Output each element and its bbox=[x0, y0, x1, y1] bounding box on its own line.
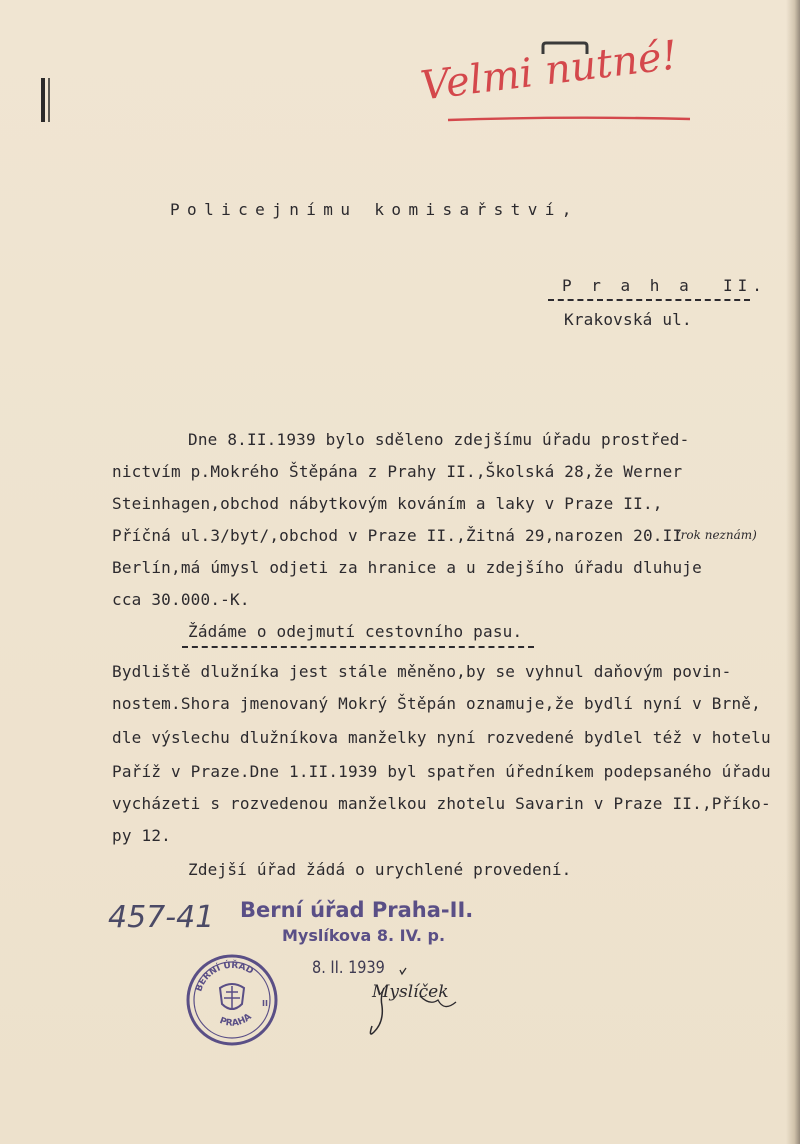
office-stamp-address: Myslíkova 8. IV. p. bbox=[282, 926, 446, 945]
signature: Myslíček bbox=[372, 982, 449, 1002]
red-underline bbox=[446, 112, 696, 126]
body-line: Paříž v Praze.Dne 1.II.1939 byl spatřen úředníkem podepsaného úřadu bbox=[112, 762, 771, 781]
office-stamp-title: Berní úřad Praha-II. bbox=[240, 898, 474, 922]
body-line: py 12. bbox=[112, 826, 171, 845]
reference-number: 457-41 bbox=[108, 900, 215, 935]
handwritten-margin-note: (rok neznám) bbox=[676, 528, 757, 542]
seal-top-text: BERNÍ ÚŘAD bbox=[194, 960, 255, 994]
request-line: Žádáme o odejmutí cestovního pasu. bbox=[188, 622, 523, 641]
seal-roman-text: II bbox=[262, 999, 268, 1008]
addressee-city: P r a h a II. bbox=[562, 276, 767, 295]
body-line: nictvím p.Mokrého Štěpána z Prahy II.,Školská 28,že Werner bbox=[112, 462, 683, 481]
body-line: Berlín,má úmysl odjeti za hranice a u zdejšího úřadu dluhuje bbox=[112, 558, 702, 577]
body-line: vycházeti s rozvedenou manželkou zhotelu Savarin v Praze II.,Příko- bbox=[112, 794, 771, 813]
signature-scribble-icon bbox=[360, 966, 470, 1046]
round-office-seal-icon bbox=[184, 952, 280, 1048]
body-line: Příčná ul.3/byt/,obchod v Praze II.,Žitná 29,narozen 20.II bbox=[112, 526, 683, 545]
body-line: nostem.Shora jmenovaný Mokrý Štěpán oznamuje,že bydlí nyní v Brně, bbox=[112, 694, 761, 713]
body-line: Bydliště dlužníka jest stále měněno,by se vyhnul daňovým povin- bbox=[112, 662, 732, 681]
body-line: Dne 8.II.1939 bylo sděleno zdejšímu úřadu prostřed- bbox=[188, 430, 690, 449]
binder-clip-icon bbox=[40, 76, 54, 124]
city-underline bbox=[548, 299, 750, 301]
seal-bottom-text: PRAHA bbox=[218, 1012, 254, 1029]
handwritten-urgent-note: Velmi nutné! bbox=[418, 32, 681, 110]
body-line: cca 30.000.-K. bbox=[112, 590, 250, 609]
addressee-street: Krakovská ul. bbox=[564, 310, 692, 329]
closing-line: Zdejší úřad žádá o urychlené provedení. bbox=[188, 860, 572, 879]
paper-edge-shadow bbox=[786, 0, 800, 1144]
body-line: Steinhagen,obchod nábytkovým kováním a laky v Praze II., bbox=[112, 494, 663, 513]
addressee-name: Policejnímu komisařství, bbox=[170, 200, 579, 219]
stamp-date: 8. II. 1939 bbox=[312, 958, 385, 978]
svg-text:PRAHA bbox=[218, 1012, 254, 1029]
body-line: dle výslechu dlužníkova manželky nyní rozvedené bydlel též v hotelu bbox=[112, 728, 771, 747]
svg-text:BERNÍ ÚŘAD bbox=[194, 959, 255, 993]
request-underline bbox=[182, 646, 534, 648]
